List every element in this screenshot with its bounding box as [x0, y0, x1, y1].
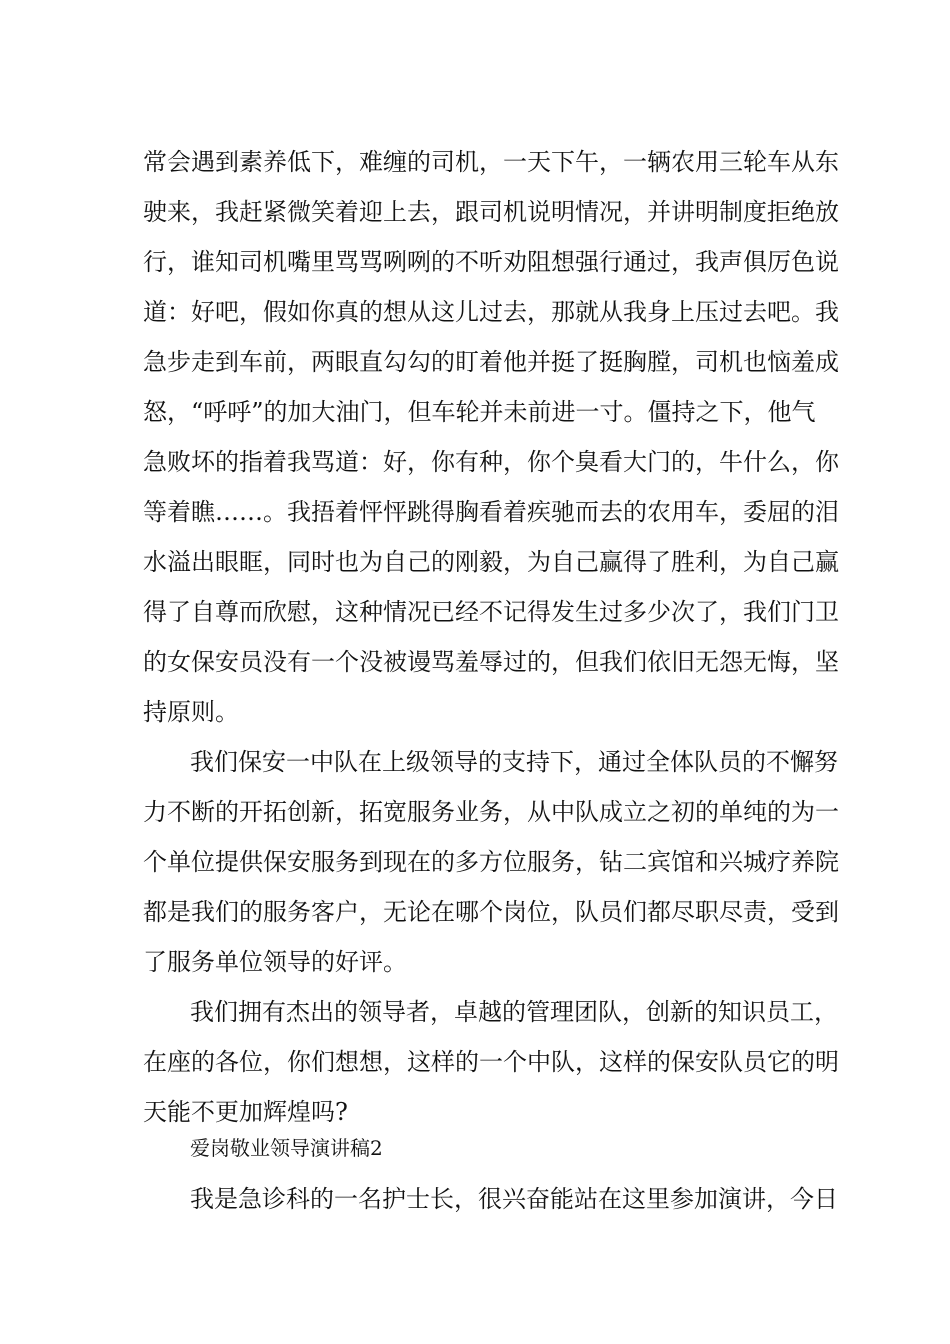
paragraph-line: 我们保安一中队在上级领导的支持下，通过全体队员的不懈努	[190, 748, 838, 776]
paragraph-line: 个单位提供保安服务到现在的多方位服务，钻二宾馆和兴城疗养院	[143, 848, 839, 876]
paragraph-line: 都是我们的服务客户，无论在哪个岗位，队员们都尽职尽责，受到	[143, 898, 839, 926]
paragraph-line: 怒，“呼呼”的加大油门，但车轮并未前进一寸。僵持之下，他气	[143, 398, 816, 426]
paragraph-line: 等着瞧……。我捂着怦怦跳得胸看着疾驰而去的农用车，委屈的泪	[143, 498, 839, 526]
section-heading: 爱岗敬业领导演讲稿2	[190, 1136, 383, 1160]
paragraph-line: 的女保安员没有一个没被谩骂羞辱过的，但我们依旧无怨无悔，坚	[143, 648, 839, 676]
paragraph-line: 急败坏的指着我骂道：好，你有种，你个臭看大门的，牛什么，你	[143, 448, 839, 476]
paragraph-line: 我们拥有杰出的领导者，卓越的管理团队，创新的知识员工，	[190, 998, 838, 1026]
paragraph-line: 得了自尊而欣慰，这种情况已经不记得发生过多少次了，我们门卫	[143, 598, 839, 626]
paragraph-line: 行，谁知司机嘴里骂骂咧咧的不听劝阻想强行通过，我声俱厉色说	[143, 248, 839, 276]
paragraph-line: 常会遇到素养低下，难缠的司机，一天下午，一辆农用三轮车从东	[143, 148, 839, 176]
paragraph-line: 在座的各位，你们想想，这样的一个中队，这样的保安队员它的明	[143, 1048, 839, 1076]
paragraph-line: 急步走到车前，两眼直勾勾的盯着他并挺了挺胸膛，司机也恼羞成	[143, 348, 839, 376]
paragraph-line: 了服务单位领导的好评。	[143, 948, 407, 976]
paragraph-line: 驶来，我赶紧微笑着迎上去，跟司机说明情况，并讲明制度拒绝放	[143, 198, 839, 226]
paragraph-line: 水溢出眼眶，同时也为自己的刚毅，为自己赢得了胜利，为自己赢	[143, 548, 839, 576]
paragraph-line: 道：好吧，假如你真的想从这儿过去，那就从我身上压过去吧。我	[143, 298, 839, 326]
paragraph-line: 持原则。	[143, 698, 239, 726]
paragraph-line: 我是急诊科的一名护士长，很兴奋能站在这里参加演讲，今日	[190, 1185, 838, 1213]
paragraph-line: 力不断的开拓创新，拓宽服务业务，从中队成立之初的单纯的为一	[143, 798, 839, 826]
paragraph-line: 天能不更加辉煌吗?	[143, 1098, 348, 1126]
